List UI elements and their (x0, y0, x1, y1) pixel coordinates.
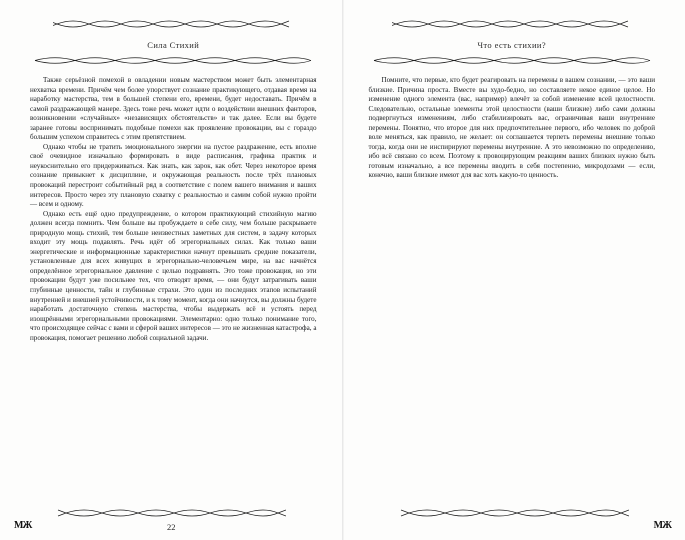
monogram-left: МЖ (14, 520, 32, 531)
left-page-body (30, 76, 317, 343)
decorative-wave-rule (33, 55, 313, 66)
page-number-left: 22 (167, 522, 176, 532)
paragraph: Помните, что первые, кто будет реагировать на перемены в вашем сознании, — это ваши близкие. Причина проста. Вместе вы худо-бедно, но составляете некое единое целое. Но изменение одного элемента (вас, например) влечёт за собой изменение всей целостности. Следовательно, остальные элементы этой целостности (ваши близкие) либо сами должны подвергнуться изменениям, либо стабилизировать вас, ограничивая ваши внутренние перемены. Понятно, что второе для них предпочтительнее первого, ибо человек по доброй воле меняться, как правило, не желает: он соглашается терпеть перемены внешние только тогда, когда они не инспирируют перемены внутренние. А это невозможно по определению, ибо всё связано со всем. Поэтому к провоцирующим реакциям ваших близких нужно быть готовым изначально, а все перемены вводить в себя постепенно, микродозами — если, конечно, ваши близкие имеют для вас хоть какую-то ценность. (368, 76, 655, 180)
decorative-wave-rule (372, 55, 652, 66)
right-page-body (369, 76, 656, 181)
decorative-wave-rule (53, 18, 293, 30)
paragraph: Однако чтобы не тратить эмоционального энергии на пустое раздражение, есть вполне своё очевидное изначально формировать в виде расписания, графика практик и неукоснительно его придерживаться. Как знать, как зарок, как обет. Через некоторое время сознание привыкнет к дисциплине, и окружающая реальность после трёх плановых провокаций перестроит событийный ряд в соответствие с полем вашего внимания и ваших интересов. Просто через эту плановую схватку с реальностью и самим собой нужно пройти — всем и одному. (30, 142, 317, 209)
paragraph: Однако есть ещё одно предупреждение, о котором практикующий стихийную магию должен всегда помнить. Чем больше вы пробуждаете в себе силу, чем больше раскрываете природную мощь стихий, тем больше неизвестных заметных для систем, в задачу которых входит эту мощь подавлять. Речь идёт об эгрегориальных силах. Как только ваши энергетические и информационные характеристики начнут превышать средние показатели, установленные для всех живущих в эгрегориально-человечьем мире, на вас начнётся определённое эгрегориальное давление с целью подравнять. Это тоже провокация, но эти провокации будут уже посильнее тех, что отводят время, — они будут затрагивать ваши глубинные ценности, тайн и глубинные страхи. Это один из последних этапов испытаний внутренней и внешней устойчивости, и к тому момент, когда они начнутся, вы должны будете наработать достаточную степень мастерства, чтобы выдержать всё и устоять перед изощрёнными эгрегориальными провокациями. Элементарно: одно только понимание того, что происходящее сейчас с вами и сферой ваших интересов — это не жизненная катастрофа, а провокация, помогает решению любой социальной задачи. (30, 209, 317, 342)
decorative-wave-rule-bottom (399, 506, 629, 520)
running-head-left: Сила Стихий (147, 40, 200, 50)
running-head-right: Что есть стихии? (477, 40, 547, 50)
right-page-footer (343, 506, 685, 530)
right-page (343, 0, 685, 540)
decorative-wave-rule (392, 18, 632, 30)
monogram-right: МЖ (653, 520, 671, 531)
left-page-footer (0, 506, 343, 530)
paragraph: Также серьёзной помехой в овладении новым мастерством может быть элементарная нехватка времени. Причём чем более упорствует сознание практикующего, отдавая время на наработку мастерства, тем в большей степени его, времени, будет недоставать. Причём в самой раздражающей манере. Здесь тоже речь может идти о воздействии внешних фанторов, возникновении «случайных» «независящих обстоятельств» и так далее. Если вы будете заранее готовы воспринимать подобные помехи как проявление провокации, вы с гораздо большим успехом справитесь с этим препятствием. (30, 76, 317, 142)
decorative-wave-rule-bottom (56, 506, 286, 520)
